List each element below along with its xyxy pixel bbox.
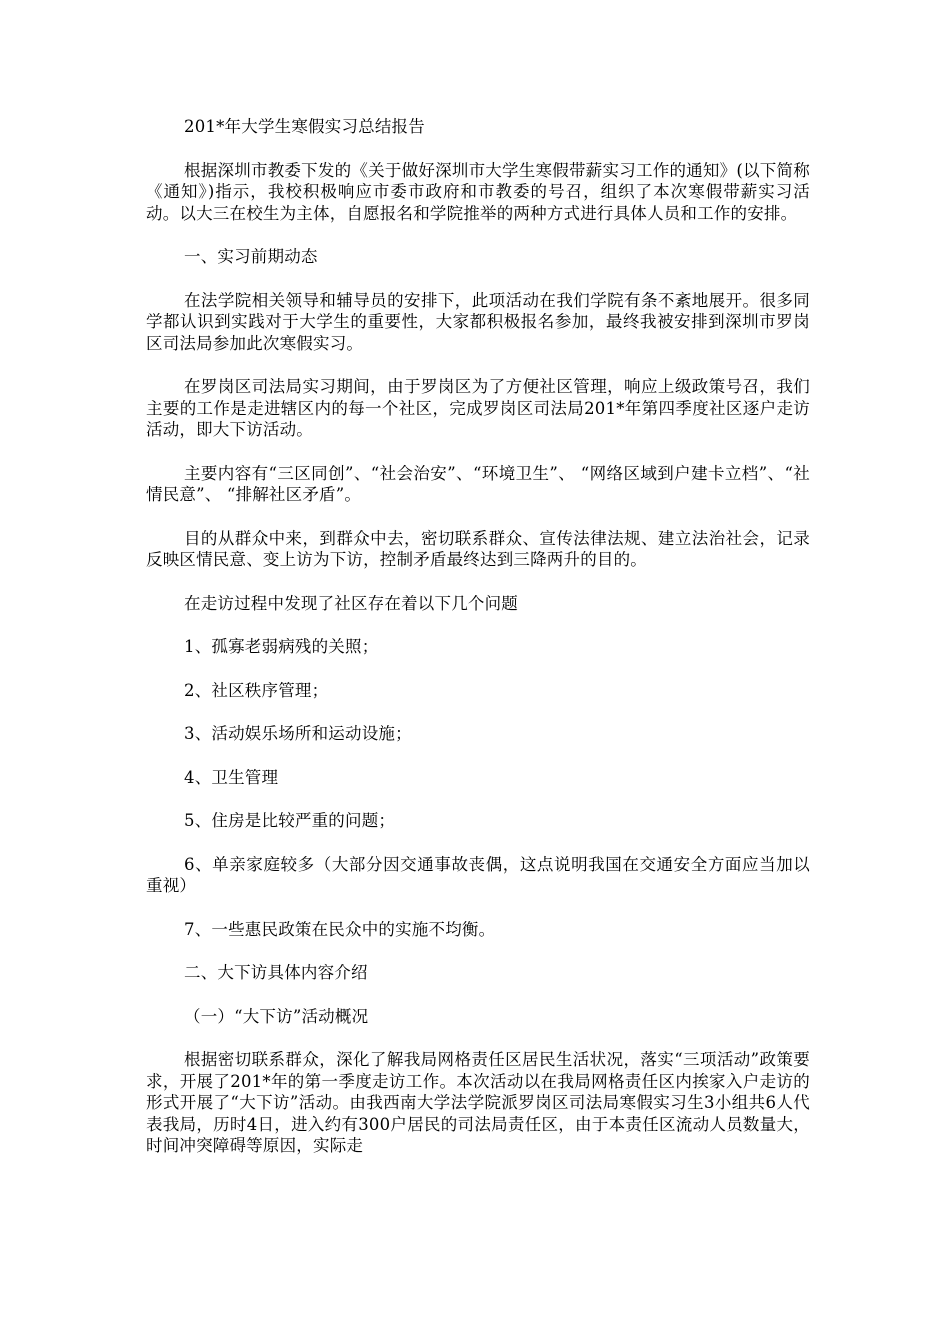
section-heading-2: 二、大下访具体内容介绍	[184, 963, 368, 982]
document-title: 201*年大学生寒假实习总结报告	[184, 117, 425, 136]
paragraph-main-content: 主要内容有“三区同创”、“社会治安”、“环境卫生”、 “网络区域到户建卡立档”、“社情民意”、 “排解社区矛盾”。	[146, 463, 810, 504]
paragraph-intro: 根据深圳市教委下发的《关于做好深圳市大学生寒假带薪实习工作的通知》(以下简称《通知》)指示，我校积极响应市委市政府和市教委的号召，组织了本次寒假带薪实习活动。以大三在校生为主体，自愿报名和学院推举的两种方式进行具体人员和工作的安排。	[146, 160, 810, 223]
list-item: 5、住房是比较严重的问题；	[184, 811, 396, 830]
paragraph-internship-work: 在罗岗区司法局实习期间，由于罗岗区为了方便社区管理，响应上级政策号召，我们主要的工作是走进辖区内的每一个社区，完成罗岗区司法局201*年第四季度社区逐户走访活动，即大下访活动。	[146, 377, 810, 439]
list-item: 1、孤寡老弱病残的关照；	[184, 637, 379, 656]
list-item: 6、单亲家庭较多（大部分因交通事故丧偶，这点说明我国在交通安全方面应当加以重视）	[146, 854, 810, 895]
paragraph-arrangement: 在法学院相关领导和辅导员的安排下，此项活动在我们学院有条不紊地展开。很多同学都认识到实践对于大学生的重要性，大家都积极报名参加，最终我被安排到深圳市罗岗区司法局参加此次寒假实习。	[146, 290, 810, 353]
paragraph-overview: 根据密切联系群众，深化了解我局网格责任区居民生活状况，落实“三项活动”政策要求，开展了201*年的第一季度走访工作。本次活动以在我局网格责任区内挨家入户走访的形式开展了“大下访”活动。由我西南大学法学院派罗岗区司法局寒假实习生3小组共6人代表我局，历时4日，进入约有300户居民的司法局责任区，由于本责任区流动人员数量大，时间冲突障碍等原因，实际走	[146, 1050, 810, 1155]
list-item: 7、一些惠民政策在民众中的实施不均衡。	[184, 919, 496, 939]
document-body	[146, 116, 810, 1157]
paragraph-purpose: 目的从群众中来，到群众中去，密切联系群众、宣传法律法规、建立法治社会，记录反映区情民意、变上访为下访，控制矛盾最终达到三降两升的目的。	[146, 528, 810, 569]
list-item: 4、卫生管理	[184, 767, 279, 787]
paragraph-problems-intro: 在走访过程中发现了社区存在着以下几个问题	[184, 593, 518, 613]
list-item: 2、社区秩序管理；	[184, 680, 329, 700]
list-item: 3、活动娱乐场所和运动设施；	[184, 724, 412, 743]
subsection-heading: （一）“大下访”活动概况	[184, 1006, 369, 1026]
section-heading-1: 一、实习前期动态	[184, 247, 318, 266]
